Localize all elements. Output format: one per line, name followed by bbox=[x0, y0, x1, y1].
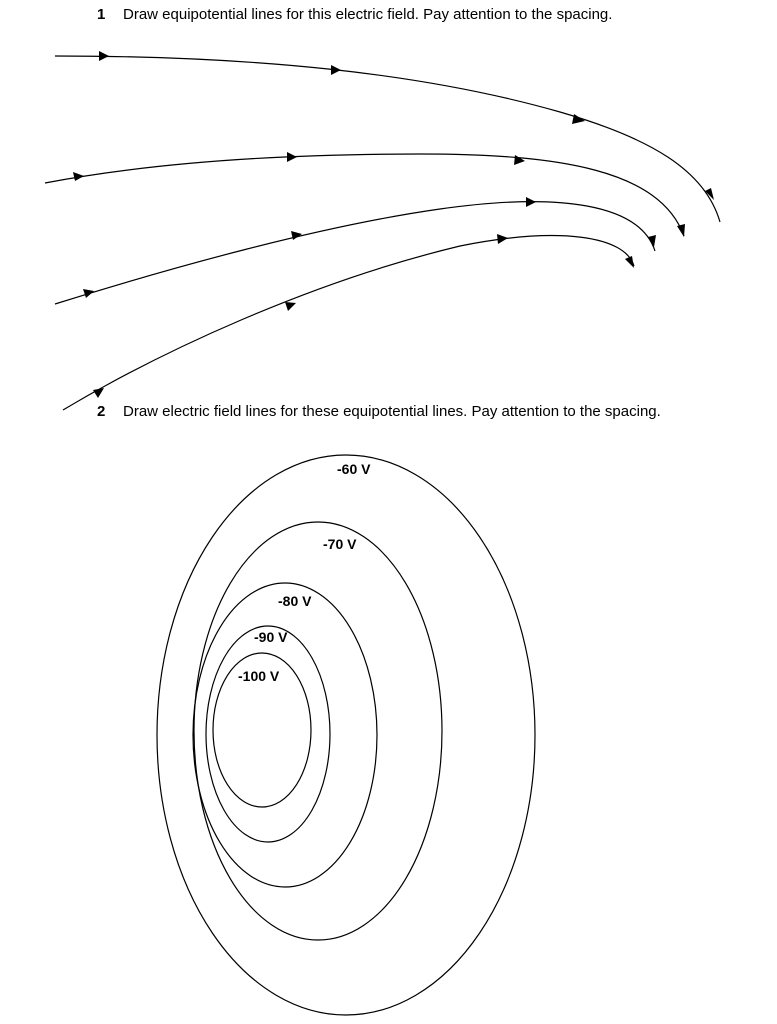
question-2-number: 2 bbox=[97, 403, 106, 420]
question-1-number: 1 bbox=[97, 6, 106, 23]
field-lines-diagram bbox=[45, 51, 720, 410]
field-line-2-arrow-2 bbox=[287, 152, 297, 162]
field-line-3-arrow-1 bbox=[83, 289, 94, 298]
field-line-4-arrow-2 bbox=[285, 302, 296, 311]
field-line-2-arrow-3 bbox=[514, 155, 525, 165]
field-line-1 bbox=[55, 56, 720, 222]
field-line-2-arrow-1 bbox=[73, 172, 84, 181]
field-line-3-arrow-4 bbox=[648, 235, 656, 247]
label-70v: -70 V bbox=[323, 536, 357, 552]
question-2-text: Draw electric field lines for these equipotential lines. Pay attention to the spacing. bbox=[123, 403, 661, 420]
field-line-4-arrow-4 bbox=[625, 256, 634, 268]
label-80v: -80 V bbox=[278, 593, 312, 609]
equipotential-diagram bbox=[157, 455, 535, 1015]
field-line-2 bbox=[45, 154, 684, 236]
question-1-text: Draw equipotential lines for this electric field. Pay attention to the spacing. bbox=[123, 6, 613, 23]
label-90v: -90 V bbox=[254, 629, 288, 645]
field-line-3 bbox=[55, 202, 655, 304]
field-line-4 bbox=[63, 236, 634, 410]
question-2 bbox=[97, 403, 661, 420]
field-line-4-arrow-1 bbox=[93, 388, 104, 398]
field-line-3-arrow-3 bbox=[526, 197, 536, 207]
field-line-1-arrow-2 bbox=[331, 65, 341, 75]
label-100v: -100 V bbox=[238, 668, 280, 684]
field-line-2-arrow-4 bbox=[677, 224, 685, 237]
label-60v: -60 V bbox=[337, 461, 371, 477]
field-line-1-arrow-1 bbox=[99, 51, 109, 61]
